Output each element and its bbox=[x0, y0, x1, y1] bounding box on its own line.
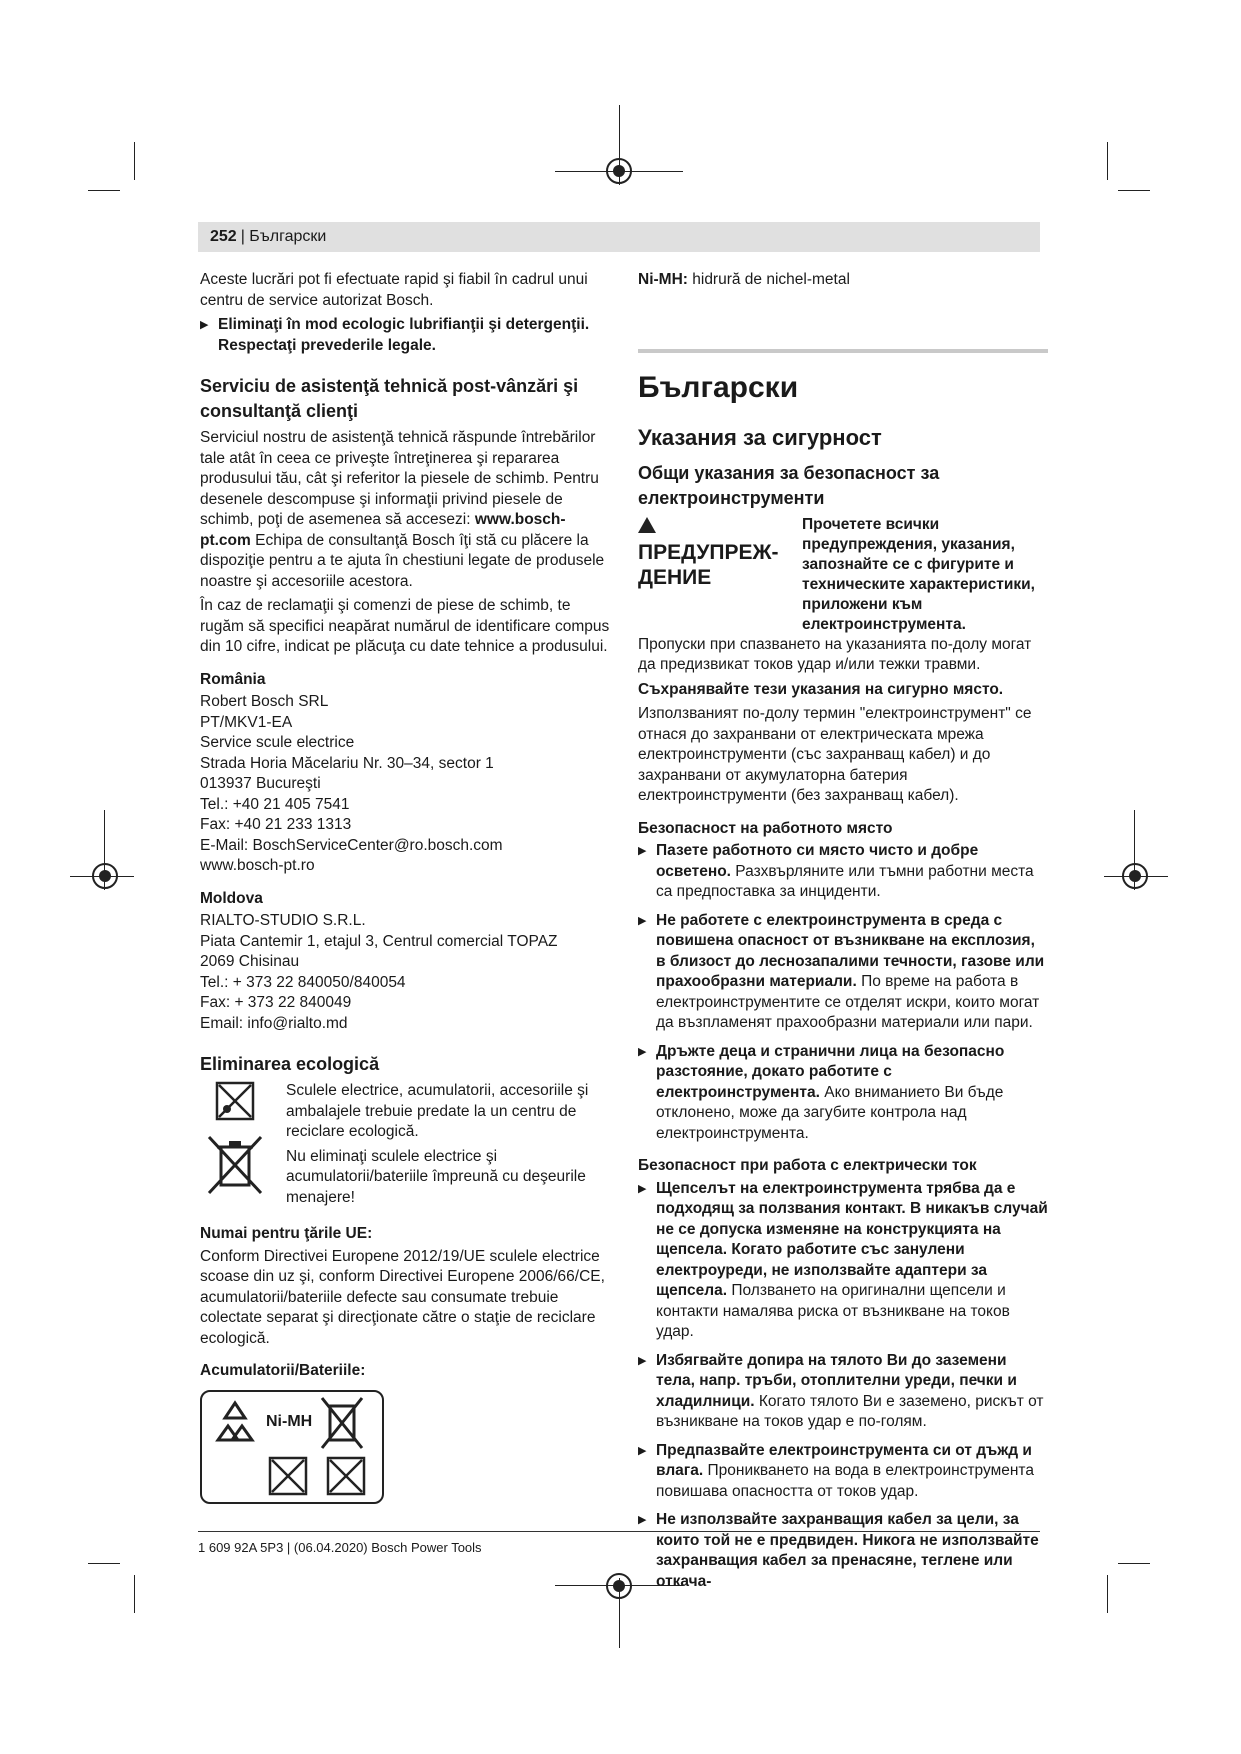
term-paragraph: Използваният по-долу термин "електроинструмент" се отнася до захранвани от електрическата мрежа електроинструменти (със захранващ кабел) и до захранвани от акумулаторна батерия електроинструменти (без захранващ кабел). bbox=[638, 705, 1032, 804]
eco-paragraph-2: Nu eliminaţi sculele electrice şi acumulatorii/bateriile împreună cu deşeurile menajere! bbox=[286, 1147, 586, 1206]
address-line: 2069 Chisinau bbox=[200, 953, 300, 970]
bullet-bold: Избягвайте допира на тялото Ви до заземени тела, напр. тръби, отоплителни уреди, печки и хладилници. bbox=[656, 1351, 1017, 1410]
romania-address bbox=[200, 692, 610, 877]
web-link[interactable]: www.bosch-pt.ro bbox=[200, 857, 315, 874]
eco-section bbox=[200, 1081, 610, 1212]
nimh-definition bbox=[638, 270, 1048, 291]
address-line: Fax: +40 21 233 1313 bbox=[200, 816, 352, 833]
eu-heading: Numai pentru ţările UE: bbox=[200, 1225, 373, 1242]
crop-mark bbox=[134, 1575, 135, 1613]
address-line: Robert Bosch SRL bbox=[200, 693, 329, 710]
moldova-heading: Moldova bbox=[200, 889, 263, 907]
address-line: Tel.: + 373 22 840050/840054 bbox=[200, 973, 406, 991]
safety-heading: Указания за сигурност bbox=[638, 424, 882, 450]
address-line: Piata Cantemir 1, etajul 3, Centrul comercial TOPAZ bbox=[200, 932, 558, 950]
page-header bbox=[198, 222, 1040, 252]
nimh-desc: hidrură de nichel-metal bbox=[692, 271, 850, 288]
address-line: Tel.: +40 21 405 7541 bbox=[200, 795, 350, 813]
bullet-text: Ползването на оригинални щепсели и контакти намалява риска от възникване на токов удар. bbox=[656, 1282, 1010, 1340]
crop-mark bbox=[88, 1563, 120, 1564]
bullet-text: Когато тялото Ви е заземено, рискът от възникване на токов удар е по-голям. bbox=[656, 1392, 1044, 1430]
electrical-heading: Безопасност при работа с електрически ток bbox=[638, 1157, 977, 1174]
elec-bullet bbox=[638, 1179, 1048, 1343]
nimh-term: Ni-MH: bbox=[638, 271, 688, 288]
crop-mark bbox=[1107, 1575, 1108, 1613]
moldova-address bbox=[200, 911, 610, 1034]
eu-paragraph: Conform Directivei Europene 2012/19/UE sculele electrice scoase din uz şi, conform Directivei Europene 2006/66/CE, acumulatorii/bateriile defecte sau consumate trebuie colectate separat şi direcţionate către o staţie de reciclare ecologică. bbox=[200, 1247, 605, 1347]
bullet-bold: Щепселът на електроинструмента трябва да е подходящ за ползвания контакт. В никакъв случай не се допуска изменяне на конструкцията на щепсела. Когато работите със занулени електроуреди, не използвайте адаптери за щепсела. bbox=[656, 1179, 1048, 1299]
bullet-bold: Предпазвайте електроинструмента си от дъжд и влага. bbox=[656, 1441, 1032, 1479]
email-link[interactable]: E-Mail: BoschServiceCenter@ro.bosch.com bbox=[200, 836, 503, 854]
recycle-tool-icon bbox=[268, 1456, 308, 1496]
recycle-arrows-icon bbox=[210, 1398, 260, 1448]
service-text-2: Echipa de consultanţă Bosch îţi stă cu plăcere la dispoziţie pentru a te ajuta în chestiuni legate de produsele noastre şi accesoriile acestora. bbox=[200, 531, 605, 590]
footer-rule bbox=[198, 1531, 1040, 1532]
eco-icons bbox=[200, 1081, 270, 1212]
email-link[interactable]: Email: info@rialto.md bbox=[200, 1014, 348, 1032]
eco-paragraph: Sculele electrice, acumulatorii, accesoriile şi ambalajele trebuie predate la un centru de reciclare ecologică. bbox=[286, 1082, 589, 1140]
bullet-bold: Пазете работното си място чисто и добре осветено. bbox=[656, 842, 979, 880]
bullet-bold: Не използвайте захранващия кабел за цели, за които той не е предвиден. Никога не използвайте захранващия кабел за пренасяне, теглене или откача- bbox=[656, 1511, 1039, 1590]
address-line: Service scule electrice bbox=[200, 734, 355, 751]
registration-target-icon bbox=[92, 863, 118, 889]
right-column bbox=[638, 270, 1048, 1600]
language-section bbox=[638, 349, 1048, 407]
elec-bullet bbox=[638, 1510, 1048, 1592]
service-heading: Serviciu de asistenţă tehnică post-vânzări şi consultanţă clienţi bbox=[200, 376, 579, 421]
page-footer: 1 609 92A 5P3 | (06.04.2020) Bosch Power Tools bbox=[198, 1540, 482, 1555]
bullet-bold: Дръжте деца и странични лица на безопасно разстояние, докато работите с електроинструмента. bbox=[656, 1042, 1005, 1101]
address-line: PT/MKV1-EA bbox=[200, 713, 293, 731]
warning-block bbox=[638, 515, 1048, 635]
crop-mark bbox=[1118, 190, 1150, 191]
work-bullet bbox=[638, 911, 1048, 1034]
language-title: Български bbox=[638, 370, 799, 404]
address-line: RIALTO-STUDIO S.R.L. bbox=[200, 912, 366, 929]
battery-type-label: Ni-MH bbox=[266, 1412, 313, 1430]
crop-mark bbox=[1118, 1563, 1150, 1564]
crop-mark bbox=[1107, 142, 1108, 180]
bullet-text: По време на работа в електроинструментите се отделят искри, които могат да възпламенят прахообразни материали или пари. bbox=[656, 973, 1040, 1031]
recycle-tool-icon bbox=[215, 1081, 255, 1121]
registration-target-icon bbox=[1122, 863, 1148, 889]
service-text: Serviciul nostru de asistenţă tehnică răspunde întrebărilor tale atât în ceea ce priveşte întreţinerea şi repararea produsului tău, cât şi referitor la piesele de schimb. Pentru desenele descompuse şi informaţii privind piesele de schimb, poţi de asemenea să accesezi: bbox=[200, 429, 599, 528]
address-line: Fax: + 373 22 840049 bbox=[200, 994, 352, 1011]
registration-target-icon bbox=[606, 1573, 632, 1599]
romania-heading: România bbox=[200, 670, 266, 688]
page-number: 252 bbox=[210, 228, 237, 245]
work-bullet bbox=[638, 1042, 1048, 1145]
service-paragraph-2: În caz de reclamaţii şi comenzi de piese de schimb, te rugăm să specifici neapărat numărul de identificare compus din 10 cifre, indicat pe plăcuţa cu date tehnice a produsului. bbox=[200, 597, 610, 655]
eco-heading: Eliminarea ecologică bbox=[200, 1054, 380, 1074]
left-column bbox=[200, 270, 610, 1504]
warning-text: Пропуски при спазването на указанията по-долу могат да предизвикат токов удар и/или тежки травми. bbox=[638, 635, 1032, 673]
bullet-text: Ако вниманието Ви бъде отклонено, може да загубите контрола над електроинструмента. bbox=[656, 1083, 1004, 1142]
eco-text bbox=[286, 1081, 610, 1212]
work-bullet bbox=[638, 841, 1048, 903]
registration-target-icon bbox=[606, 158, 632, 184]
crop-mark bbox=[88, 190, 120, 191]
eco-bullet: ▶ Eliminaţi în mod ecologic lubrifianţii şi detergenţii. Respectaţi prevederile legale. bbox=[200, 315, 610, 356]
keep-instructions: Съхранявайте тези указания на сигурно място. bbox=[638, 680, 1004, 698]
battery-symbols bbox=[200, 1390, 384, 1504]
elec-bullet bbox=[638, 1441, 1048, 1503]
elec-bullet bbox=[638, 1351, 1048, 1433]
crossed-bin-icon bbox=[207, 1133, 263, 1197]
warning-label bbox=[638, 515, 796, 635]
bullet-bold: Не работете с електроинструмента в среда с повишена опасност от възникване на експлозия, в близост до леснозапалими течности, газове или прахообразни материали. bbox=[656, 911, 1045, 990]
address-line: 013937 Bucureşti bbox=[200, 775, 321, 792]
warning-bold-text: Прочетете всички предупреждения, указания, запознайте се с фигурите и техническите характеристики, приложени към електроинструмента. bbox=[802, 515, 1035, 633]
service-link[interactable]: www.bosch-pt.com bbox=[200, 511, 566, 549]
service-paragraph bbox=[200, 428, 610, 592]
crossed-bin-icon bbox=[320, 1396, 364, 1450]
header-section: | Български bbox=[240, 228, 327, 245]
work-area-heading: Безопасност на работното място bbox=[638, 819, 893, 837]
general-heading: Общи указания за безопасност за електроинструменти bbox=[638, 462, 940, 508]
warning-label-text: ПРЕДУПРЕЖ-ДЕНИЕ bbox=[638, 540, 779, 589]
bullet-text: Проникването на вода в електроинструмента повишава опасността от токов удар. bbox=[656, 1462, 1034, 1500]
warning-triangle-icon bbox=[638, 517, 656, 533]
battery-heading: Acumulatorii/Bateriile: bbox=[200, 1362, 366, 1379]
crop-mark bbox=[134, 142, 135, 180]
recycle-tool-icon bbox=[326, 1456, 366, 1496]
address-line: Strada Horia Măcelariu Nr. 30–34, sector 1 bbox=[200, 754, 494, 772]
bullet-text: Разхвърляните или тъмни работни места са предпоставка за инциденти. bbox=[656, 862, 1034, 900]
intro-text: Aceste lucrări pot fi efectuate rapid şi fiabil în cadrul unui centru de service autorizat Bosch. bbox=[200, 271, 588, 309]
